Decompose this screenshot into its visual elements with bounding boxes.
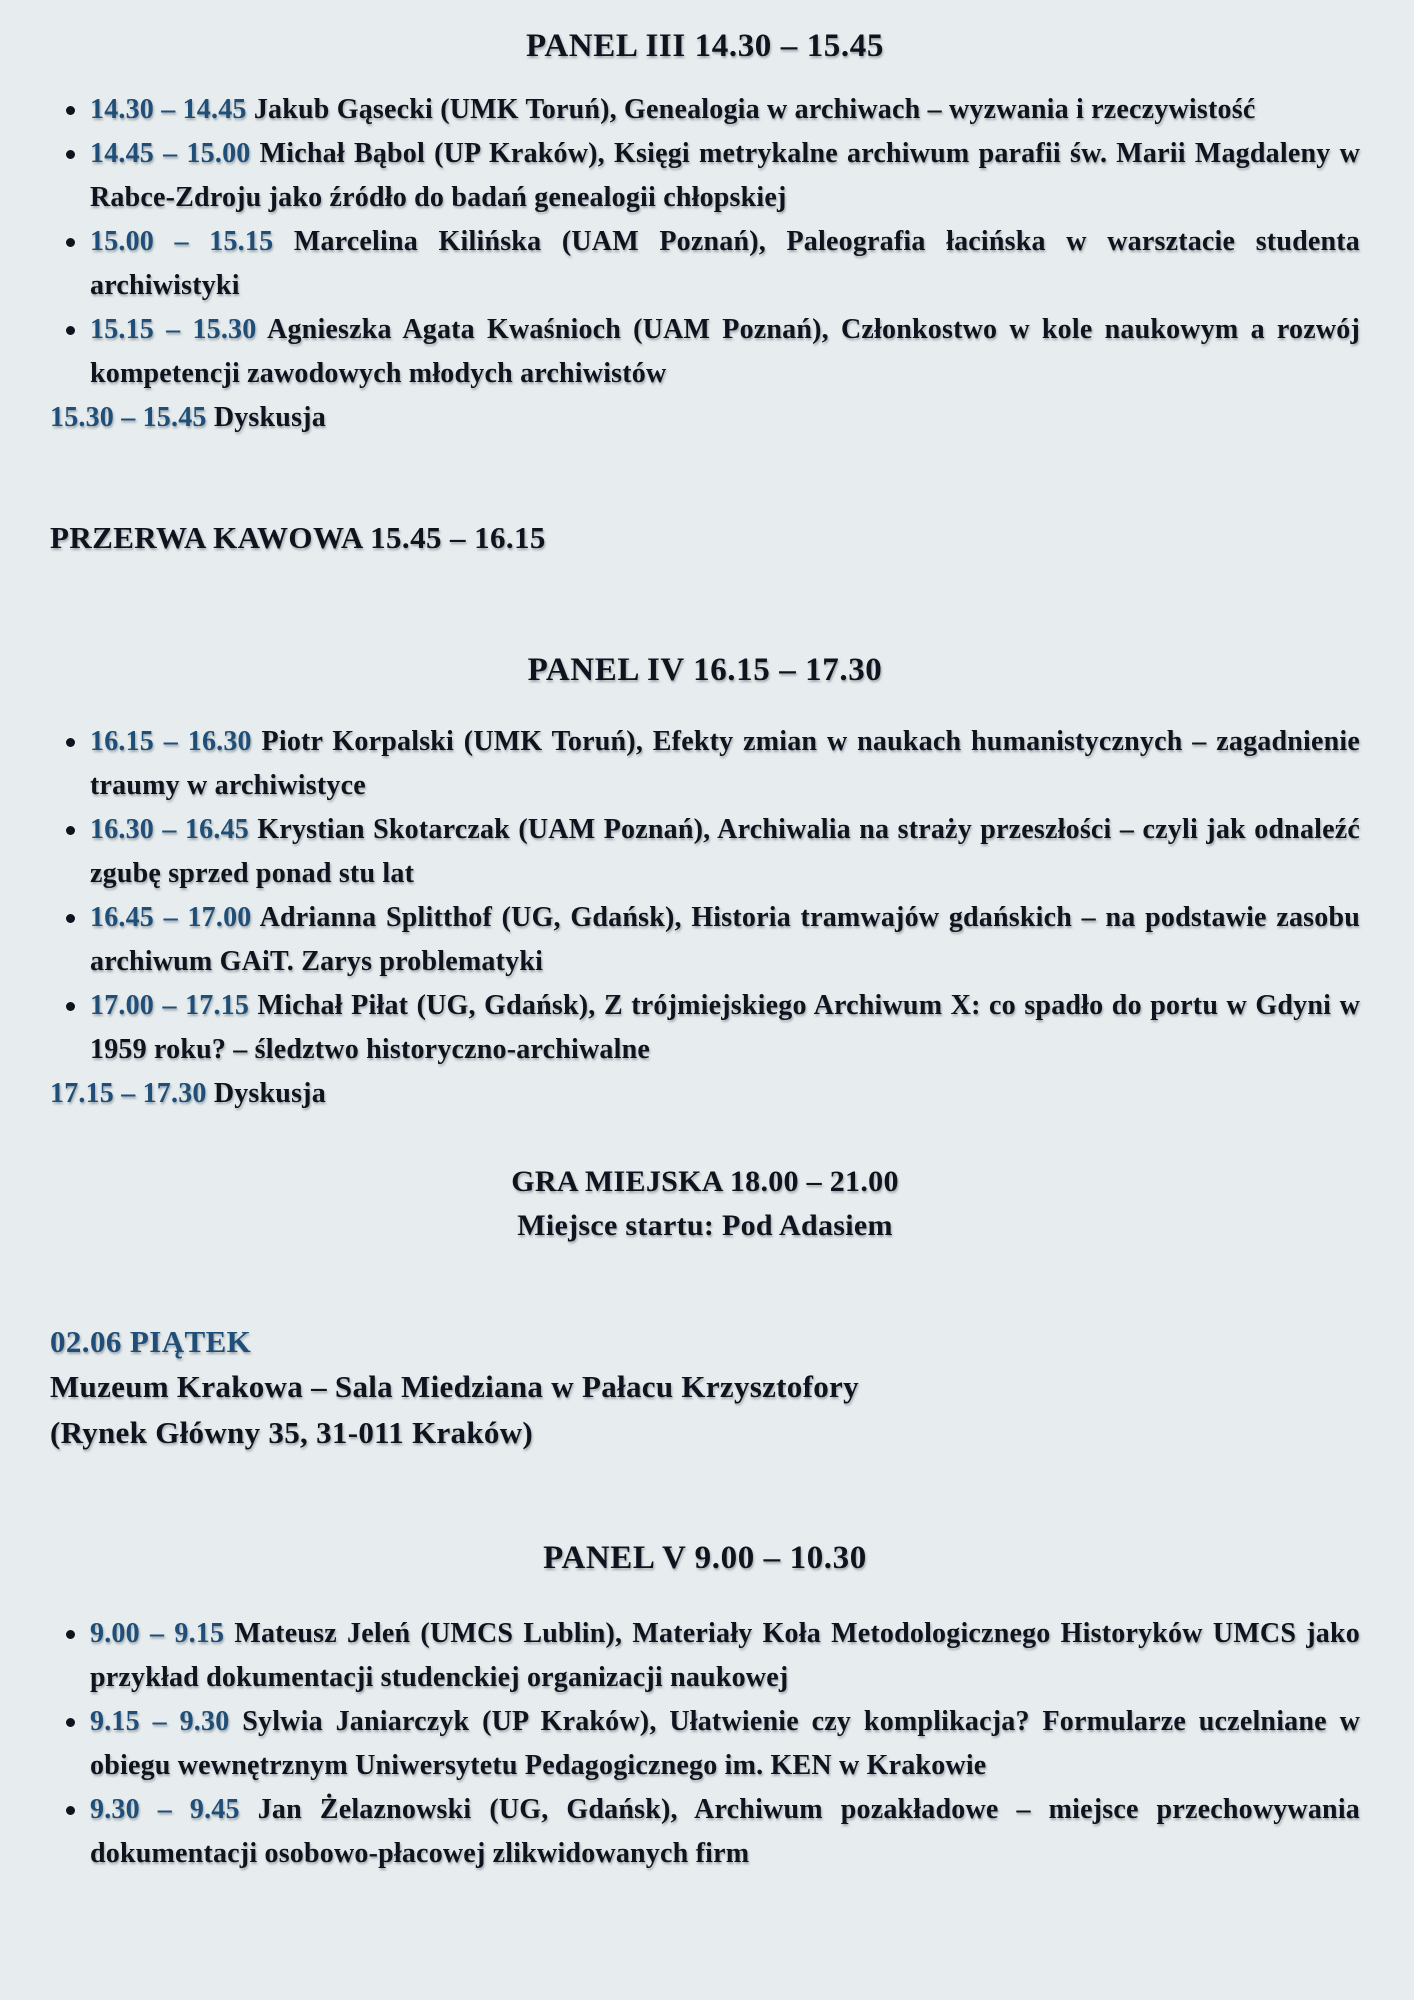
talk-title: Piotr Korpalski (UMK Toruń), Efekty zmian w naukach humanistycznych – zagadnienie traumy w archiwistyce (90, 726, 1361, 801)
discussion-item (50, 1072, 1360, 1116)
panel-iii-title: PANEL III 14.30 – 15.45 (526, 28, 884, 64)
bullet-icon (66, 914, 75, 923)
bullet-icon (66, 1630, 75, 1639)
discussion-label: Dyskusja (213, 402, 326, 433)
talk-time: 9.30 – 9.45 (90, 1794, 240, 1825)
talk-time: 16.15 – 16.30 (90, 726, 252, 757)
talk-title: Krystian Skotarczak (UAM Poznań), Archiwalia na straży przeszłości – czyli jak odnaleźć zgubę sprzed ponad stu lat (90, 814, 1361, 889)
venue-line-1: Muzeum Krakowa – Sala Miedziana w Pałacu Krzysztofory (50, 1369, 859, 1404)
city-game-title: GRA MIEJSKA 18.00 – 21.00 (511, 1165, 899, 1198)
discussion-time: 15.30 – 15.45 (50, 402, 207, 433)
talk-time: 9.15 – 9.30 (90, 1706, 230, 1737)
talk-title: Adrianna Splitthof (UG, Gdańsk), Historia tramwajów gdańskich – na podstawie zasobu archiwum GAiT. Zarys problematyki (90, 902, 1360, 977)
talk-time: 9.00 – 9.15 (90, 1618, 225, 1649)
talk-time: 14.45 – 15.00 (90, 138, 251, 169)
talk-item (50, 1612, 1360, 1700)
bullet-icon (66, 826, 75, 835)
talk-item (50, 984, 1360, 1072)
talk-item (50, 308, 1360, 396)
discussion-item (50, 396, 1360, 440)
city-game-start-place: Miejsce startu: Pod Adasiem (517, 1209, 893, 1242)
discussion-time: 17.15 – 17.30 (50, 1078, 207, 1109)
talk-title: Agnieszka Agata Kwaśnioch (UAM Poznań), Członkostwo w kole naukowym a rozwój kompetencji zawodowych młodych archiwistów (90, 314, 1360, 389)
talk-item (50, 88, 1360, 132)
panel-iii-section (50, 24, 1360, 440)
friday-section (50, 1320, 1360, 1456)
day-date: 02.06 PIĄTEK (50, 1324, 252, 1359)
talk-title: Marcelina Kilińska (UAM Poznań), Paleografia łacińska w warsztacie studenta archiwistyki (90, 226, 1360, 301)
bullet-icon (66, 1718, 75, 1727)
venue-line-2: (Rynek Główny 35, 31-011 Kraków) (50, 1415, 534, 1450)
bullet-icon (66, 106, 75, 115)
talk-item (50, 220, 1360, 308)
talk-title: Michał Piłat (UG, Gdańsk), Z trójmiejskiego Archiwum X: co spadło do portu w Gdyni w 1959 roku? – śledztwo historyczno-archiwalne (90, 990, 1360, 1065)
panel-iv-section (50, 648, 1360, 1116)
talk-time: 14.30 – 14.45 (90, 94, 247, 125)
discussion-label: Dyskusja (213, 1078, 326, 1109)
bullet-icon (66, 326, 75, 335)
talk-time: 15.15 – 15.30 (90, 314, 257, 345)
talk-item (50, 1788, 1360, 1876)
panel-iv-title: PANEL IV 16.15 – 17.30 (527, 652, 883, 688)
talk-time: 16.30 – 16.45 (90, 814, 249, 845)
talk-time: 16.45 – 17.00 (90, 902, 252, 933)
talk-item (50, 896, 1360, 984)
panel-v-section (50, 1536, 1360, 1876)
bullet-icon (66, 150, 75, 159)
talk-title: Michał Bąbol (UP Kraków), Księgi metrykalne archiwum parafii św. Marii Magdaleny w Rabce-Zdroju jako źródło do badań genealogii chłopskiej (90, 138, 1360, 213)
talk-item (50, 808, 1360, 896)
talk-title: Jan Żelaznowski (UG, Gdańsk), Archiwum pozakładowe – miejsce przechowywania dokumentacji osobowo-płacowej zlikwidowanych firm (90, 1794, 1361, 1869)
city-game-section (50, 1160, 1360, 1248)
talk-title: Sylwia Janiarczyk (UP Kraków), Ułatwienie czy komplikacja? Formularze uczelniane w obiegu wewnętrznym Uniwersytetu Pedagogicznego im. KEN w Krakowie (90, 1706, 1360, 1781)
talk-item (50, 132, 1360, 220)
talk-time: 17.00 – 17.15 (90, 990, 250, 1021)
talk-time: 15.00 – 15.15 (90, 226, 274, 257)
talk-title: Mateusz Jeleń (UMCS Lublin), Materiały Koła Metodologicznego Historyków UMCS jako przykład dokumentacji studenckiej organizacji naukowej (90, 1618, 1360, 1693)
talk-item (50, 720, 1360, 808)
talk-item (50, 1700, 1360, 1788)
coffee-break-label: PRZERWA KAWOWA 15.45 – 16.15 (50, 520, 546, 555)
bullet-icon (66, 238, 75, 247)
bullet-icon (66, 738, 75, 747)
bullet-icon (66, 1806, 75, 1815)
talk-title: Jakub Gąsecki (UMK Toruń), Genealogia w archiwach – wyzwania i rzeczywistość (253, 94, 1256, 125)
panel-v-title: PANEL V 9.00 – 10.30 (543, 1540, 867, 1576)
bullet-icon (66, 1002, 75, 1011)
